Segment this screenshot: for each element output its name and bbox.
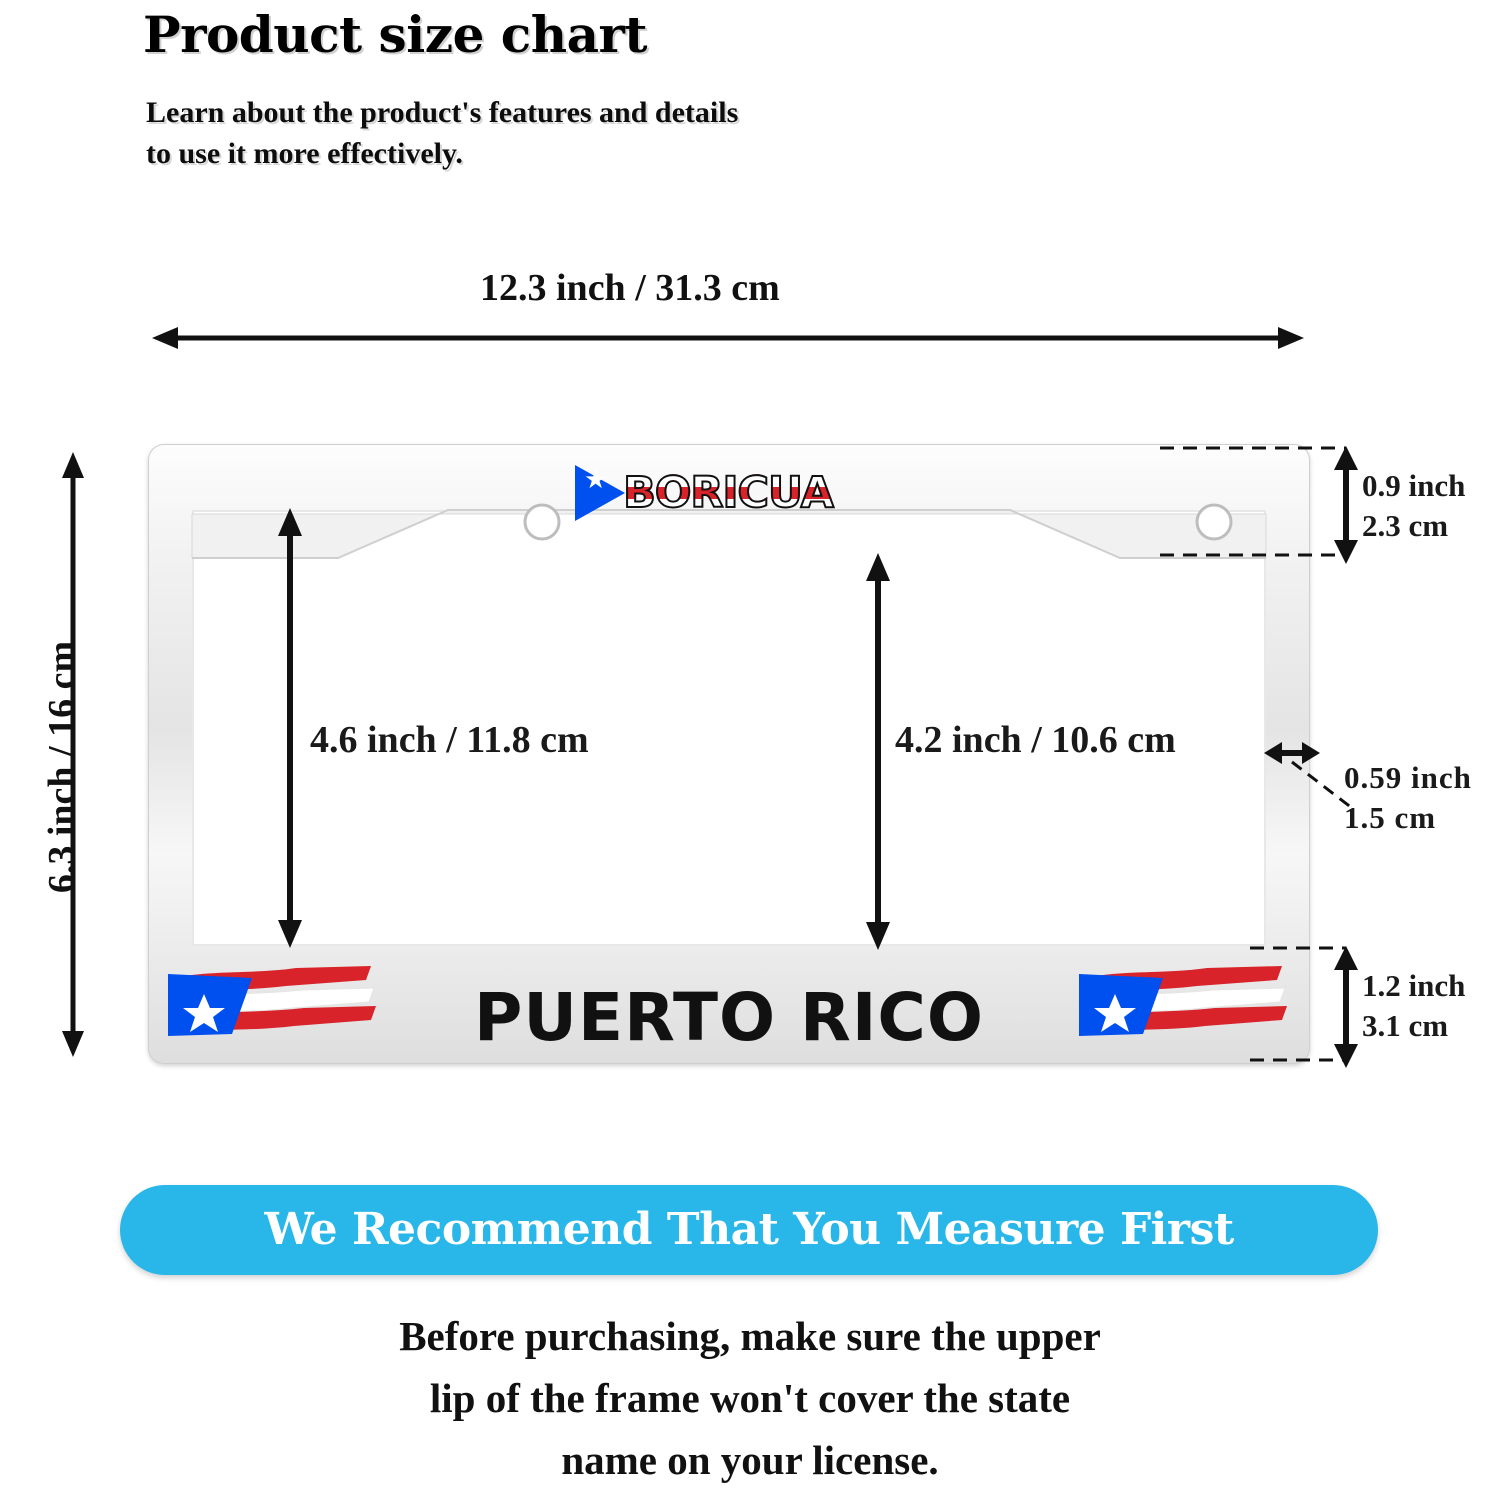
- recommendation-banner-text: We Recommend That You Measure First: [264, 1204, 1234, 1255]
- overall-width-arrow: [152, 327, 1304, 349]
- inner-height-right-arrow: [866, 553, 890, 950]
- top-lip-inch: 0.9 inch: [1362, 468, 1466, 503]
- purchase-note-line-3: name on your license.: [561, 1437, 939, 1483]
- page-subtitle-line-1: Learn about the product's features and details: [146, 96, 739, 129]
- overall-height-arrow: [62, 452, 84, 1057]
- purchase-note-line-1: Before purchasing, make sure the upper: [399, 1313, 1101, 1359]
- overall-height-label: 6.3 inch / 16 cm: [41, 640, 83, 894]
- boricua-logo: [573, 462, 883, 524]
- inner-height-left-arrow: [278, 508, 302, 948]
- state-name-text: PUERTO RICO: [474, 979, 984, 1056]
- bottom-lip-arrow: [1334, 946, 1358, 1068]
- top-lip-callout: [1160, 440, 1360, 570]
- top-lip-label: [1362, 466, 1465, 546]
- boricua-text: BORICUA: [573, 462, 883, 524]
- page-subtitle: [146, 92, 738, 174]
- page-subtitle-line-2: to use it more effectively.: [146, 137, 463, 170]
- side-lip-cm: 1.5 cm: [1344, 800, 1437, 835]
- top-lip-arrow: [1334, 446, 1358, 564]
- overall-width-label: 12.3 inch / 31.3 cm: [480, 267, 780, 309]
- bottom-lip-inch: 1.2 inch: [1362, 968, 1466, 1003]
- top-lip-cm: 2.3 cm: [1362, 508, 1449, 543]
- purchase-note-line-2: lip of the frame won't cover the state: [429, 1375, 1071, 1421]
- bottom-lip-cm: 3.1 cm: [1362, 1008, 1449, 1043]
- inner-height-right-label: 4.2 inch / 10.6 cm: [895, 719, 1176, 761]
- side-lip-inch: 0.59 inch: [1344, 760, 1472, 795]
- purchase-note: [0, 1305, 1500, 1491]
- recommendation-banner: [120, 1185, 1378, 1275]
- page-title: Product size chart: [143, 5, 647, 64]
- inner-height-left-label: 4.6 inch / 11.8 cm: [310, 719, 589, 761]
- bottom-lip-label: [1362, 966, 1465, 1046]
- side-lip-label: [1344, 758, 1472, 838]
- frame-bottom-strip: [148, 946, 1310, 1064]
